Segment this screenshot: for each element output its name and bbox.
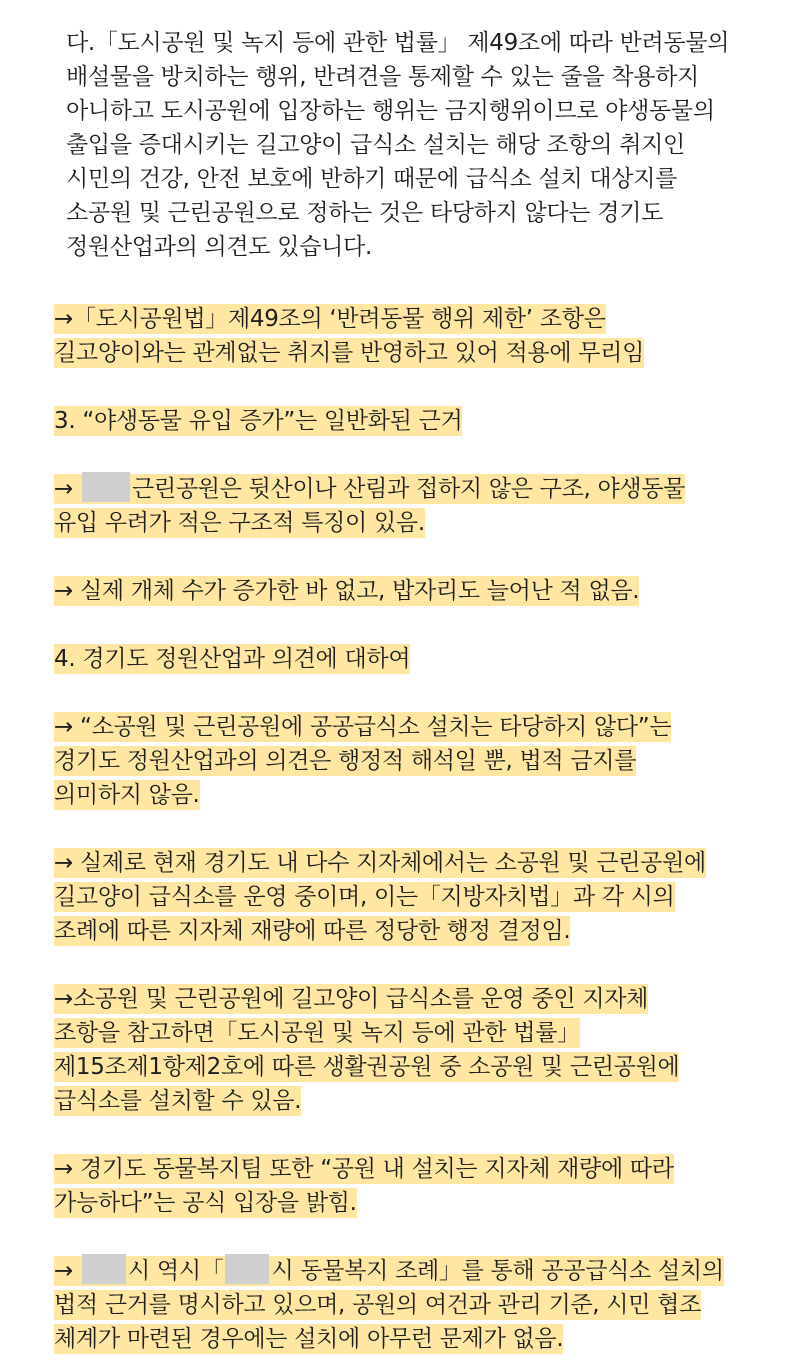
highlight-segment: 시 동물복지 조례」를 통해 공공급식소 설치의 [271,1258,724,1284]
redacted-block [82,1254,126,1284]
intro-line: 정원산업과의 의견도 있습니다. [66,234,372,260]
intro-line: 아니하고 도시공원에 입장하는 행위는 금지행위이므로 야생동물의 [66,98,715,124]
intro-line: 소공원 및 근린공원으로 정하는 것은 타당하지 않다는 경기도 [66,200,664,226]
heading-text: 4. 경기도 정원산업과 의견에 대하여 [54,646,411,672]
highlight-line: 경기도 정원산업과의 의견은 행정적 해석일 뿐, 법적 금지를 [54,748,637,774]
highlight-line: 길고양이 급식소를 운영 중이며, 이는「지방자치법」과 각 시의 [54,884,675,910]
highlight-line: 법적 근거를 명시하고 있으며, 공원의 여건과 관리 기준, 시민 협조 [54,1292,701,1318]
highlight-line: → 경기도 동물복지팀 또한 “공원 내 설치는 지자체 재량에 따라 [54,1156,674,1182]
highlight-line: 제15조제1항제2호에 따른 생활권공원 중 소공원 및 근린공원에 [54,1054,680,1080]
intro-paragraph [54,26,760,264]
highlight-paragraph-5 [54,846,760,948]
highlight-line: 체계가 마련된 경우에는 설치에 아무런 문제가 없음. [54,1326,564,1352]
highlight-line: → “소공원 및 근린공원에 공공급식소 설치는 타당하지 않다”는 [54,714,672,740]
highlight-line: 근린공원은 뒷산이나 산림과 접하지 않은 구조, 야생동물 [131,476,686,502]
section-heading-3 [54,404,760,438]
highlight-line: 조항을 참고하면「도시공원 및 녹지 등에 관한 법률」 [54,1020,580,1046]
redacted-block [82,472,130,502]
highlight-line: 유입 우려가 적은 구조적 특징이 있음. [54,510,425,536]
intro-line: 시민의 건강, 안전 보호에 반하기 때문에 급식소 설치 대상지를 [66,166,678,192]
intro-line: 배설물을 방치하는 행위, 반려견을 통제할 수 있는 줄을 착용하지 [66,64,699,90]
highlight-line: 가능하다”는 공식 입장을 밝힘. [54,1190,357,1216]
highlight-paragraph-3 [54,574,760,608]
highlight-paragraph-4 [54,710,760,812]
highlight-line: → 실제로 현재 경기도 내 다수 지자체에서는 소공원 및 근린공원에 [54,850,706,876]
highlight-line: →소공원 및 근린공원에 길고양이 급식소를 운영 중인 지자체 [54,986,649,1012]
intro-line: 출입을 증대시키는 길고양이 급식소 설치는 해당 조항의 취지인 [66,132,685,158]
intro-line: 다.「도시공원 및 녹지 등에 관한 법률」 제49조에 따라 반려동물의 [66,30,730,56]
arrow-text: → [54,1258,80,1284]
highlight-segment: 시 역시「 [127,1258,224,1284]
arrow-text: → [54,476,80,502]
highlight-paragraph-1 [54,302,760,370]
highlight-line: 의미하지 않음. [54,782,200,808]
highlight-line: 급식소를 설치할 수 있음. [54,1088,302,1114]
highlight-line: → 실제 개체 수가 증가한 바 없고, 밥자리도 늘어난 적 없음. [54,578,640,604]
highlight-paragraph-8 [54,1254,760,1356]
highlight-line: 길고양이와는 관계없는 취지를 반영하고 있어 적용에 무리임 [54,340,645,366]
highlight-line: →「도시공원법」제49조의 ‘반려동물 행위 제한’ 조항은 [54,306,606,332]
highlight-paragraph-6 [54,982,760,1118]
highlight-paragraph-2 [54,472,760,540]
section-heading-4 [54,642,760,676]
highlight-paragraph-7 [54,1152,760,1220]
highlight-line: 조례에 따른 지자체 재량에 따른 정당한 행정 결정임. [54,918,571,944]
heading-text: 3. “야생동물 유입 증가”는 일반화된 근거 [54,408,463,434]
redacted-block [225,1254,269,1284]
